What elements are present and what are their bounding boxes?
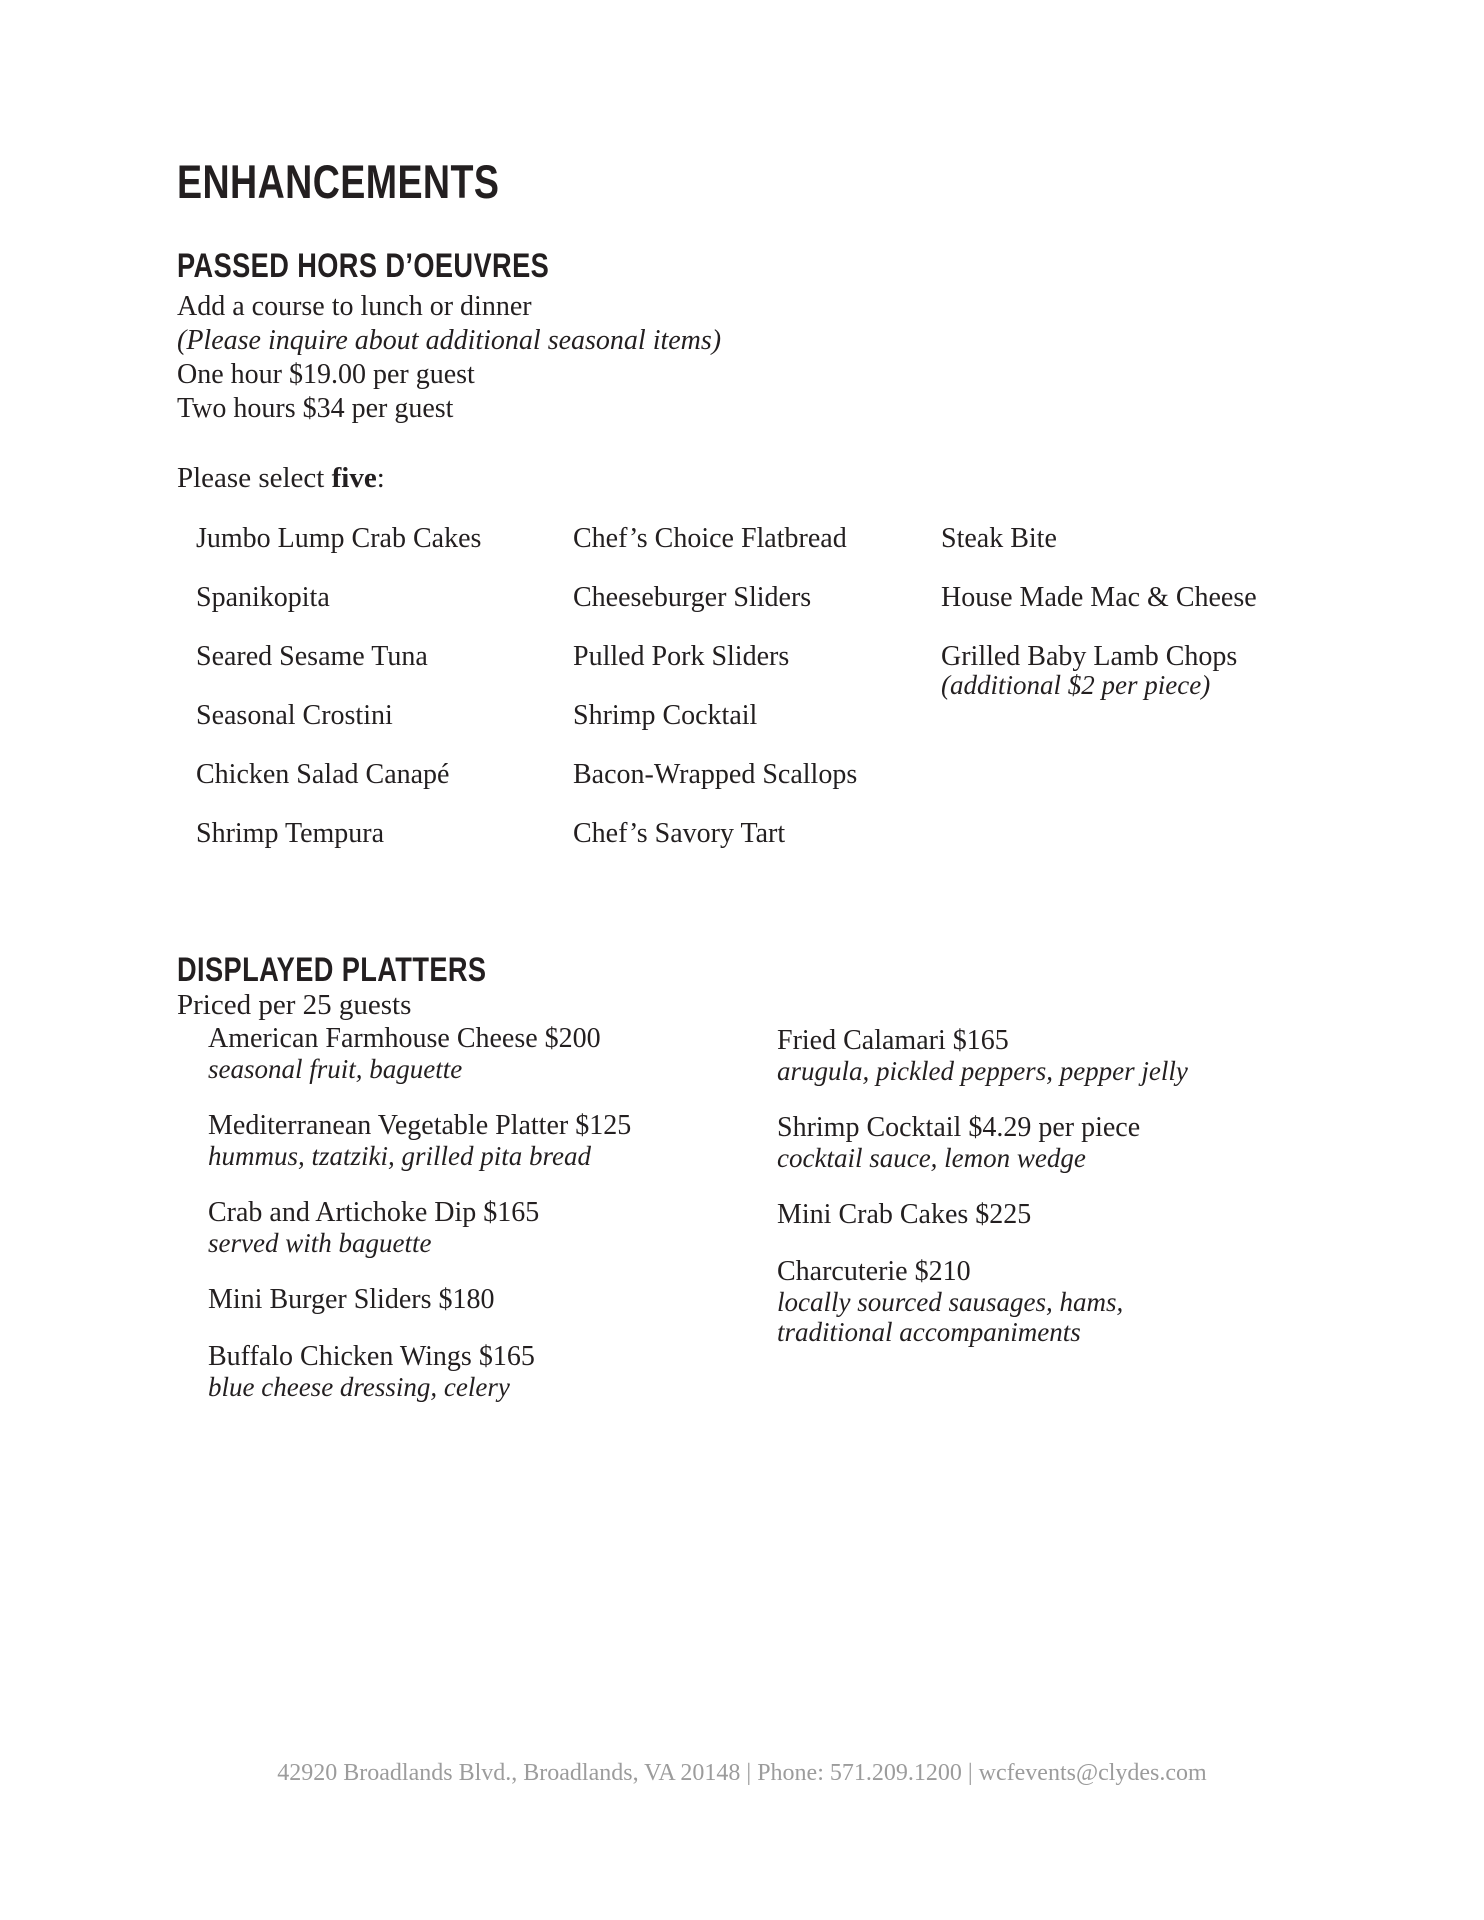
menu-item: Seared Sesame Tuna [196,641,428,672]
intro-line-two-hour-price: Two hours $34 per guest [177,393,454,424]
item-description: blue cheese dressing, celery [208,1372,510,1402]
platters-column-2 [777,1026,1188,1374]
menu-item: Chef’s Savory Tart [573,818,786,849]
intro-line-seasonal-note: (Please inquire about additional seasonal items) [177,325,722,356]
item-name: American Farmhouse Cheese $200 [208,1023,601,1054]
platter-item [777,1200,1188,1230]
item-description: arugula, pickled peppers, pepper jelly [777,1056,1188,1086]
item-description: cocktail sauce, lemon wedge [777,1143,1086,1173]
hors-column-1 [196,524,481,878]
platter-item [777,1257,1188,1347]
item-name: Crab and Artichoke Dip $165 [208,1197,540,1228]
item-description: traditional accompaniments [777,1317,1081,1347]
hors-column-3 [941,524,1257,700]
select-instruction [177,462,385,495]
item-name: Shrimp Cocktail $4.29 per piece [777,1112,1141,1143]
hors-intro [177,290,721,426]
menu-item: Pulled Pork Sliders [573,641,790,672]
intro-line: Add a course to lunch or dinner [177,291,532,322]
platter-item [208,1024,631,1084]
platter-item [208,1342,631,1402]
platter-item [777,1026,1188,1086]
menu-item: Jumbo Lump Crab Cakes [196,523,482,554]
section-heading-passed-hors-doeuvres [177,248,642,285]
item-description: served with baguette [208,1228,432,1258]
section-heading-text: PASSED HORS D’OEUVRES [177,247,550,285]
select-instruction-count: five [331,462,377,494]
platter-item [777,1113,1188,1173]
platters-subheading: Priced per 25 guests [177,989,412,1021]
hors-column-2 [573,524,857,878]
menu-item: Spanikopita [196,582,330,613]
menu-item: Chef’s Choice Flatbread [573,523,847,554]
item-price-note: (additional $2 per piece) [941,670,1211,700]
platter-item [208,1111,631,1171]
section-heading-text: DISPLAYED PLATTERS [177,951,487,989]
item-description: locally sourced sausages, hams, [777,1287,1124,1317]
item-name: Buffalo Chicken Wings $165 [208,1341,535,1372]
section-heading-displayed-platters [177,952,564,989]
menu-item: House Made Mac & Cheese [941,582,1257,613]
intro-line-one-hour-price: One hour $19.00 per guest [177,359,475,390]
menu-item: Shrimp Cocktail [573,700,758,731]
menu-item: Bacon-Wrapped Scallops [573,759,858,790]
item-name: Charcuterie $210 [777,1256,971,1287]
menu-item: Steak Bite [941,523,1057,554]
menu-item: Seasonal Crostini [196,700,393,731]
page-title [177,155,580,208]
select-instruction-suffix: : [376,462,385,494]
platter-item [208,1285,631,1315]
menu-item: Chicken Salad Canapé [196,759,450,790]
item-description: hummus, tzatziki, grilled pita bread [208,1141,591,1171]
item-name: Fried Calamari $165 [777,1025,1009,1056]
item-name: Mini Burger Sliders $180 [208,1284,495,1315]
menu-item: Grilled Baby Lamb Chops [941,641,1238,672]
select-instruction-prefix: Please select [177,462,332,494]
platter-item [208,1198,631,1258]
footer-contact: 42920 Broadlands Blvd., Broadlands, VA 20148 | Phone: 571.209.1200 | wcfevents@clydes.com [277,1760,1207,1786]
menu-item: Cheeseburger Sliders [573,582,812,613]
page-title-text: ENHANCEMENTS [177,155,500,208]
menu-item: Shrimp Tempura [196,818,385,849]
item-name: Mini Crab Cakes $225 [777,1199,1032,1230]
item-name: Mediterranean Vegetable Platter $125 [208,1110,632,1141]
platters-column-1 [208,1024,631,1429]
item-description: seasonal fruit, baguette [208,1054,463,1084]
